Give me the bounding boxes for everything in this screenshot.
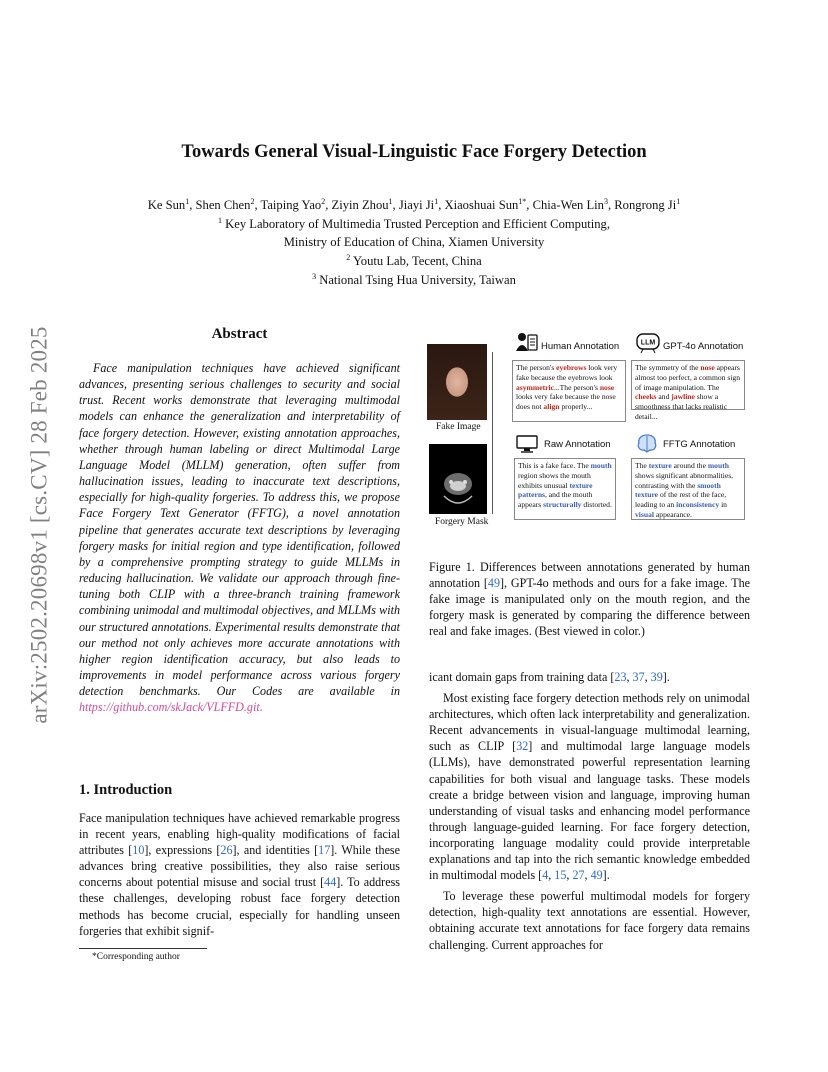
monitor-icon [516,435,538,453]
fake-face-image [427,344,487,420]
citation[interactable]: 26 [220,843,233,858]
author: Ke Sun [147,198,186,212]
arxiv-stamp [18,290,62,760]
forgery-mask-label: Forgery Mask [435,517,489,527]
author: Jiayi Ji [398,198,435,212]
fftg-annotation-box: The texture around the mouth shows significant abnormalities, contrasting with the smooth texture of the rest of the face, leading to an inconsistency in visual appearance. [631,458,745,520]
abstract-body: Face manipulation techniques have achieved significant advances, presenting serious challenges to security and social trust. Recent works demonstrate that leveraging multimodal models can enhance the generalization and interpretability of face forgery detection. However, existing annotation approaches, whether through human labeling or direct Multimodal Large Language Model (MLLM) generation, often suffer from hallucination issues, leading to inaccurate text descriptions, especially for high-quality forgeries. To address this, we propose Face Forgery Text Generator (FFTG), a novel annotation pipeline that generates accurate text descriptions by leveraging forgery masks for initial region and type identification, followed by a comprehensive prompting strategy to guide MLLMs in reducing hallucination. We validate our approach through fine-tuning both CLIP with a three-branch training framework combining unimodal and multimodal objectives, and MLLMs with our structured annotations. Experimental results demonstrate that our method not only achieves more accurate annotations with higher region identification accuracy, but also leads to improvements in model performance across various forgery detection benchmarks. Our Codes are available in https://github.com/skJack/VLFFD.git. [79,361,400,715]
author: Chia-Wen Lin [532,198,604,212]
citation[interactable]: 17 [318,843,331,858]
figure-caption: Figure 1. Differences between annotations generated by human annotation [49], GPT-4o methods and ours for a fake image. The fake image is manipulated only on the mouth region, and the forgery mask is generated by comparing the difference between real and fake images. (Best viewed in color.) [429,560,750,639]
affiliation-3: $^3$ National Tsing Hua University, Taiwan [312,271,516,287]
figure-bracket [492,352,502,514]
citation[interactable]: 15 [554,868,567,883]
abstract-heading: Abstract [211,326,268,342]
fftg-brain-icon [635,432,659,454]
citation[interactable]: 23 [614,670,627,684]
affiliation-1: $^1$ Key Laboratory of Multimedia Trusted Perception and Efficient Computing, [217,215,610,231]
forgery-mask-image [429,444,487,514]
affiliation-2: $^2$ Youtu Lab, Tecent, China [346,252,482,268]
author: Shen Chen [195,198,251,212]
raw-annotation-title: Raw Annotation [544,439,611,450]
footnote-rule [79,948,207,949]
citation[interactable]: 37 [632,670,645,684]
human-annotation-box: The person's eyebrows look very fake because the eyebrows look asymmetric...The person's nose looks very fake because the nose does not align properly... [512,360,626,422]
citation[interactable]: 10 [132,843,145,858]
citation[interactable]: 32 [516,739,529,754]
citation[interactable]: 49 [487,576,500,591]
author-list: Ke Sun$^1$, Shen Chen$^2$, Taiping Yao$^2$, Ziyin Zhou$^1$, Jiayi Ji$^1$, Xiaoshuai Sun$^{1*}$, Chia-Wen Lin$^3$, Rongrong Ji$^1$ [147,196,681,212]
paragraph: To leverage these powerful multimodal models for forgery detection, high-quality text annotations are essential. However, obtaining accurate text annotations for face forgery data remains challenging. Current approaches for [429,889,750,952]
fake-image-label: Fake Image [436,422,481,432]
footnote: *Corresponding author [92,952,180,962]
fftg-annotation-title: FFTG Annotation [663,439,736,450]
svg-text:LLM: LLM [640,339,656,347]
llm-robot-icon [634,330,662,354]
citation[interactable]: 39 [650,670,663,684]
human-annotator-icon [514,331,538,353]
citation[interactable]: 44 [324,875,337,890]
author: Xiaoshuai Sun [444,198,519,212]
paragraph: icant domain gaps from training data [23, 37, 39]. [429,670,670,684]
section-heading-intro: 1. Introduction [79,782,173,798]
paper-title: Towards General Visual-Linguistic Face Forgery Detection [181,142,647,162]
citation[interactable]: 49 [590,868,603,883]
citation[interactable]: 27 [572,868,585,883]
gpt-annotation-box: The symmetry of the nose appears almost too perfect, a common sign of image manipulation. The cheeks and jawline show a smoothness that lacks realistic detail... [631,360,745,410]
affiliation-1-cont: Ministry of Education of China, Xiamen University [283,235,545,249]
author: Ziyin Zhou [331,198,389,212]
paragraph: Most existing face forgery detection methods rely on unimodal architectures, which often lack interpretability and generalization. Recent advancements in visual-language multimodal learning, such as CLIP [32] and multimodal large language models (LLMs), have demonstrated powerful representation learning capabilities for both visual and language tasks. These models create a bridge between vision and language, improving human understanding of visual tasks and enhancing model performance through language-guided learning. For face forgery detection, incorporating language modality could provide interpretable explanations and tap into the rich semantic knowledge embedded in multimodal models [4, 15, 27, 49]. [429,691,750,883]
human-annotation-title: Human Annotation [541,341,620,352]
right-column-text [429,669,750,958]
author: Rongrong Ji [614,198,677,212]
arxiv-stamp-text: arXiv:2502.20698v1 [cs.CV] 28 Feb 2025 [27,326,53,724]
citation[interactable]: 4 [542,868,549,883]
gpt-annotation-title: GPT-4o Annotation [663,341,744,352]
author: Taiping Yao [260,198,322,212]
code-link[interactable]: https://github.com/skJack/VLFFD.git. [79,700,263,715]
intro-paragraph: Face manipulation techniques have achieved remarkable progress in recent years, enabling high-quality modifications of facial attributes [10], expressions [26], and identities [17]. While these advances bring creative possibilities, they also raise serious concerns about potential misuse and social trust [44]. To address these challenges, developing robust face forgery detection methods has become crucial, especially for handling unseen forgeries that exhibit signif- [79,811,401,938]
raw-annotation-box: This is a fake face. The mouth region shows the mouth exhibits unusual texture patterns, and the mouth appears structurally distorted. [514,458,616,520]
